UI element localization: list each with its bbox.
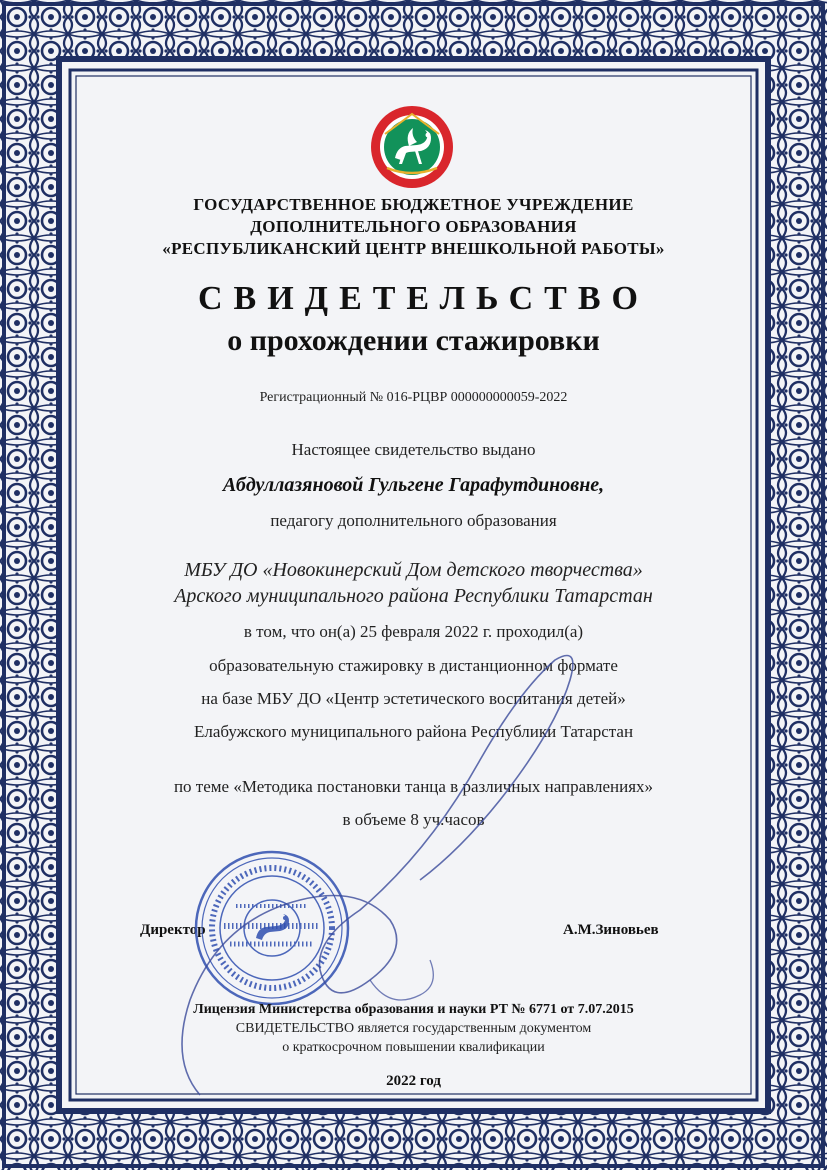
institution-line1: МБУ ДО «Новокинерский Дом детского творчества» bbox=[184, 559, 643, 581]
org-name-line3: «РЕСПУБЛИКАНСКИЙ ЦЕНТР ВНЕШКОЛЬНОЙ РАБОТЫ» bbox=[162, 239, 665, 258]
license-line: Лицензия Министерства образования и науки РТ № 6771 от 7.07.2015 bbox=[193, 1002, 634, 1017]
host-institution-line: на базе МБУ ДО «Центр эстетического воспитания детей» bbox=[201, 689, 626, 708]
hours-line: в объеме 8 уч.часов bbox=[342, 810, 485, 829]
certificate-subtitle: о прохождении стажировки bbox=[227, 324, 600, 357]
official-stamp-icon bbox=[192, 848, 352, 1008]
director-label: Директор bbox=[140, 922, 206, 938]
org-name-line1: ГОСУДАРСТВЕННОЕ БЮДЖЕТНОЕ УЧРЕЖДЕНИЕ bbox=[193, 195, 634, 214]
org-name-line2: ДОПОЛНИТЕЛЬНОГО ОБРАЗОВАНИЯ bbox=[250, 217, 577, 236]
certificate-title: СВИДЕТЕЛЬСТВО bbox=[198, 280, 649, 317]
document-note-line1: СВИДЕТЕЛЬСТВО является государственным документом bbox=[235, 1021, 592, 1036]
host-district-line: Елабужского муниципального района Республики Татарстан bbox=[193, 722, 634, 741]
internship-format-line: образовательную стажировку в дистанционном формате bbox=[209, 656, 618, 675]
recipient-position: педагогу дополнительного образования bbox=[270, 511, 557, 530]
director-name: А.М.Зиновьев bbox=[563, 922, 659, 938]
issued-text: Настоящее свидетельство выдано bbox=[291, 440, 536, 459]
institution-line2: Арского муниципального района Республики Татарстан bbox=[174, 585, 653, 607]
registration-number: Регистрационный № 016-РЦВР 000000000059-2022 bbox=[259, 390, 568, 405]
internship-date-line: в том, что он(а) 25 февраля 2022 г. проходил(а) bbox=[243, 622, 584, 641]
topic-line: по теме «Методика постановки танца в различных направлениях» bbox=[173, 777, 654, 796]
document-note-line2: о краткосрочном повышении квалификации bbox=[282, 1040, 545, 1055]
recipient-name: Абдуллазяновой Гульгене Гарафутдиновне, bbox=[222, 474, 605, 496]
certificate-year: 2022 год bbox=[386, 1073, 441, 1089]
tatarstan-emblem-icon bbox=[369, 104, 455, 190]
